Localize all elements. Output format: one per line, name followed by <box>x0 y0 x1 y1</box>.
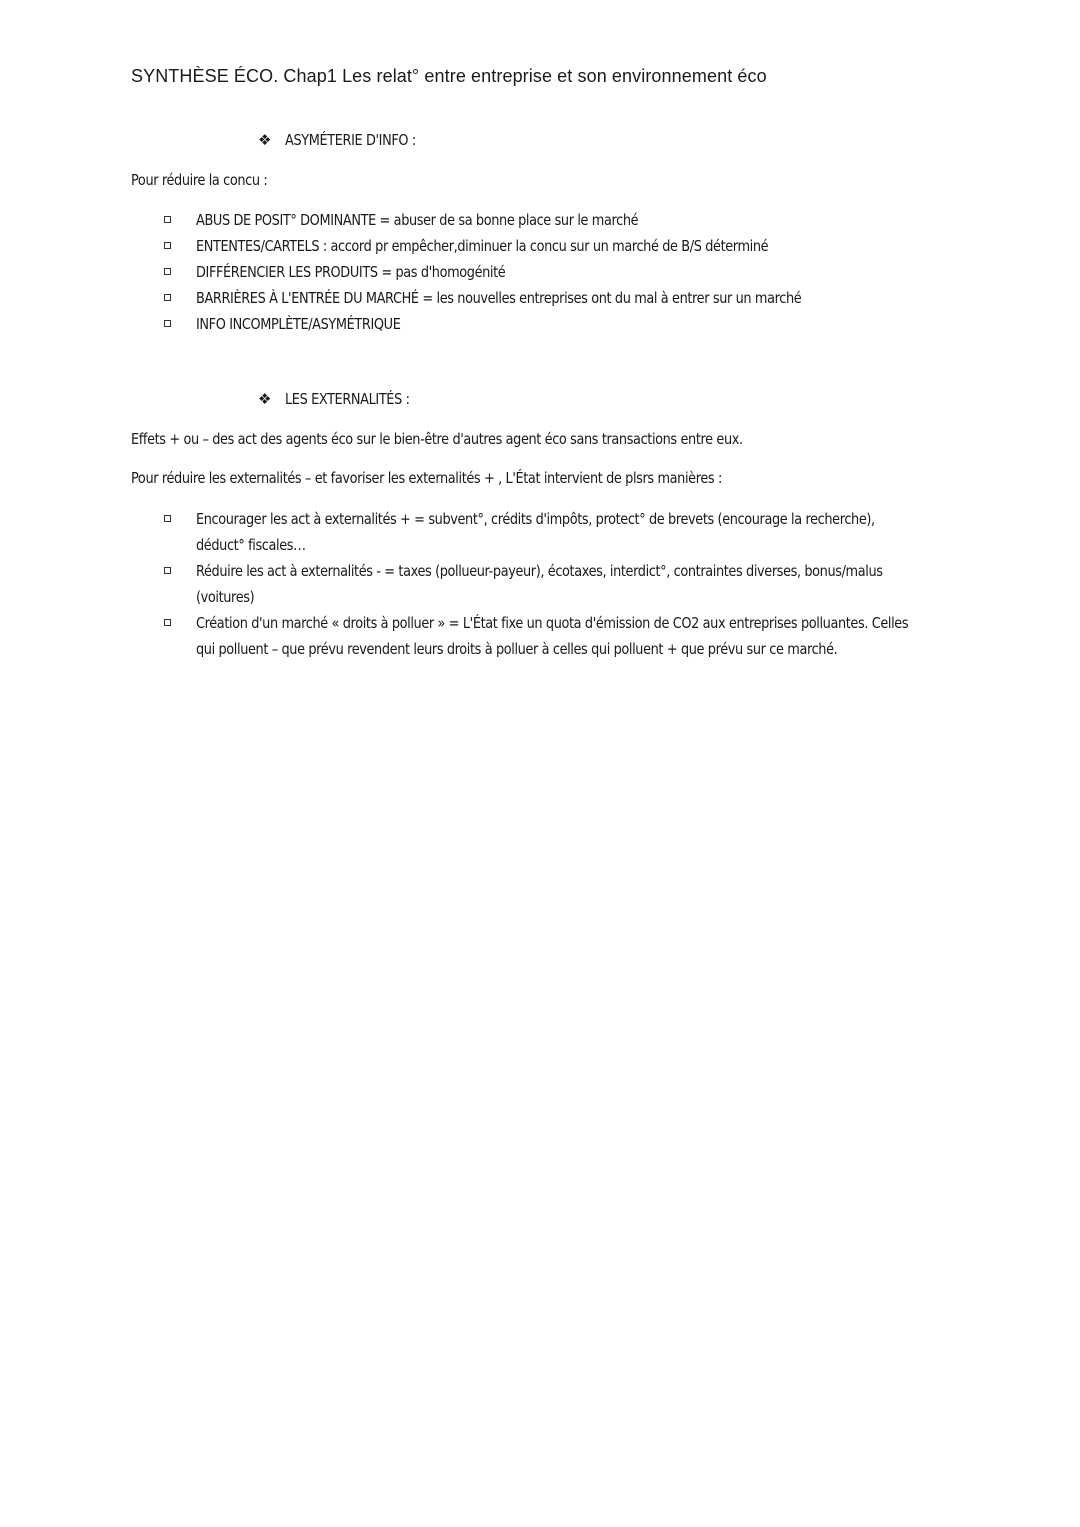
hollow-square-icon <box>164 242 171 249</box>
list-item <box>164 610 1024 662</box>
section-heading-asymetrie <box>258 131 438 149</box>
list-item-line: Encourager les act à externalités + = subvent°, crédits d'impôts, protect° de brevets (encourage la recherche), <box>196 510 875 528</box>
list-item-line: (voitures) <box>196 588 255 606</box>
section-heading-label: LES EXTERNALITÉS : <box>285 390 411 408</box>
section-intro: Pour réduire les externalités – et favoriser les externalités + , L'État intervient de plsrs manières : <box>131 469 722 487</box>
section-heading-label: ASYMÉTERIE D'INFO : <box>285 131 417 149</box>
list-item <box>164 259 900 285</box>
diamond-ornament-icon: ❖ <box>258 390 272 408</box>
list-item-line: qui polluent – que prévu revendent leurs droits à polluer à celles qui polluent + que prévu sur ce marché. <box>196 640 838 658</box>
list-item-text: ABUS DE POSIT° DOMINANTE = abuser de sa bonne place sur le marché <box>196 211 639 229</box>
list-item-line: Création d'un marché « droits à polluer » = L'État fixe un quota d'émission de CO2 aux entreprises polluantes. Celles <box>196 614 909 632</box>
hollow-square-icon <box>164 268 171 275</box>
list-item-text <box>196 558 994 610</box>
bullet-list-etat <box>164 506 1024 662</box>
list-item-text <box>196 506 985 558</box>
list-item-text: ENTENTES/CARTELS : accord pr empêcher,diminuer la concu sur un marché de B/S déterminé <box>196 237 769 255</box>
list-item <box>164 207 900 233</box>
diamond-ornament-icon: ❖ <box>258 131 272 149</box>
hollow-square-icon <box>164 619 171 626</box>
list-item-text: INFO INCOMPLÈTE/ASYMÉTRIQUE <box>196 315 401 333</box>
section-heading-externalites <box>258 390 430 408</box>
page-title: SYNTHÈSE ÉCO. Chap1 Les relat° entre entreprise et son environnement éco <box>131 66 767 86</box>
list-item <box>164 285 900 311</box>
list-item-text <box>196 610 1024 662</box>
list-item <box>164 233 900 259</box>
bullet-list-concurrence <box>164 207 900 337</box>
hollow-square-icon <box>164 567 171 574</box>
list-item-line: Réduire les act à externalités - = taxes (pollueur-payeur), écotaxes, interdict°, contraintes diverses, bonus/malus <box>196 562 883 580</box>
list-item-line: déduct° fiscales… <box>196 536 306 554</box>
hollow-square-icon <box>164 216 171 223</box>
list-item <box>164 506 1024 558</box>
section-intro: Pour réduire la concu : <box>131 171 268 189</box>
hollow-square-icon <box>164 294 171 301</box>
list-item-text: BARRIÈRES À L'ENTRÉE DU MARCHÉ = les nouvelles entreprises ont du mal à entrer sur un marché <box>196 289 802 307</box>
list-item-text: DIFFÉRENCIER LES PRODUITS = pas d'homogénité <box>196 263 506 281</box>
list-item <box>164 558 1024 610</box>
section-definition: Effets + ou – des act des agents éco sur le bien-être d'autres agent éco sans transactions entre eux. <box>131 430 743 448</box>
hollow-square-icon <box>164 515 171 522</box>
hollow-square-icon <box>164 320 171 327</box>
list-item <box>164 311 900 337</box>
